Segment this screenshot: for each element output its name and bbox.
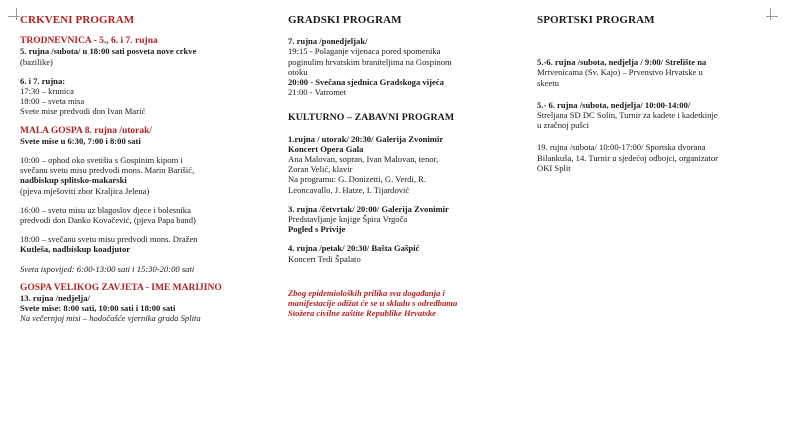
ten-oclock-block: [20, 155, 265, 196]
triduum-line-1: 5. rujna /subota/ u 18:00 sati posveta nove crkve: [20, 46, 197, 57]
sports-event-1-line-2: Mrtvenicama (Sv. Kajo) – Prvenstvo Hrvatske u: [537, 67, 703, 78]
sports-event-2: [537, 100, 769, 131]
crop-mark-top-left: [8, 8, 20, 20]
city-program-line-4: 20:00 - Svečana sjednica Gradskoga vijeća: [288, 77, 444, 88]
sports-program-column: [537, 15, 769, 182]
culture-event-1-line-4: Zoran Velić, klavir: [288, 164, 353, 175]
church-program-title: CRKVENI PROGRAM: [20, 14, 135, 26]
culture-event-1-line-5: Na programu: G. Donizetti, G. Verdi, R.: [288, 174, 427, 185]
ten-oclock-line-3: nadbiskup splitsko-makarski: [20, 175, 127, 186]
sports-event-1: [537, 57, 769, 88]
epidemiological-note-line-3: Stožera civilne zaštite Republike Hrvatske: [288, 308, 436, 319]
sept-6-7-line-2: 18:00 – sveta misa: [20, 96, 85, 107]
sports-event-3-line-1: 19. rujna /subota/ 10:00-17:00/ Sportska dvorana: [537, 142, 706, 153]
culture-event-2-line-1: 3. rujna /četvrtak/ 20:00/ Galerija Zvonimir: [288, 203, 449, 214]
sports-event-2-line-2: Streljana SD DC Solin, Turnir za kadete i kadetkinje: [537, 110, 718, 121]
culture-event-3-line-1: 4. rujna /petak/ 20:30/ Bašta Gašpić: [288, 243, 420, 254]
gospa-velikog-zavjeta-heading: GOSPA VELIKOG ZAVJETA - IME MARIJINO: [20, 282, 222, 293]
culture-event-1-line-2: Koncert Opera Gala: [288, 143, 364, 154]
city-program-line-5: 21:00 - Vatromet: [288, 87, 347, 98]
culture-event-2: [288, 204, 514, 235]
sports-program-title: SPORTSKI PROGRAM: [537, 14, 655, 26]
gospa-velikog-zavjeta-block: [20, 283, 265, 324]
sports-event-1-line-3: skeetu: [537, 77, 559, 88]
eighteen-oclock-line-1: 18:00 – svečanu svetu misu predvodi mons. Dražen: [20, 234, 198, 245]
culture-event-2-line-2: Predstavljanje knjige Špira Vrgoča: [288, 214, 408, 225]
culture-program-title: KULTURNO – ZABAVNI PROGRAM: [288, 112, 455, 124]
gospa-velikog-zavjeta-date: 13. rujna /nedjelja/: [20, 293, 90, 304]
sixteen-oclock-block: [20, 205, 265, 225]
culture-event-1-line-6: Leoncavallo, J. Hatze, I. Tijardović: [288, 184, 410, 195]
triduum-heading: TRODNEVNICA - 5., 6. i 7. rujna: [20, 36, 158, 47]
sept-6-7-line-1: 17:30 – krunica: [20, 86, 74, 97]
city-program-date: 7. rujna /ponedjeljak/: [288, 36, 368, 47]
city-culture-column: [288, 15, 514, 327]
epidemiological-note-line-2: manifestacije odižat će se u skladu s odredbama: [288, 298, 458, 309]
city-program-block: [288, 36, 514, 97]
gospa-velikog-zavjeta-pilgrimage: Na večernjoj misi – hodočašće vjernika grada Splita: [20, 313, 201, 324]
sports-event-1-line-1: 5.-6. rujna /subota, nedjelja / 9:00/ Strelište na: [537, 57, 707, 68]
culture-event-1-line-3: Ana Malovan, sopran, Ivan Malovan, tenor,: [288, 154, 439, 165]
city-program-line-3: otoku: [288, 66, 308, 77]
culture-event-3: [288, 243, 514, 263]
eighteen-oclock-line-2: Kutleša, nadbiskup koadjutor: [20, 244, 131, 255]
epidemiological-note-line-1: Zbog epidemioloških prilika sva događanja i: [288, 287, 445, 298]
culture-event-1-line-1: 1.rujna / utorak/ 20:30/ Galerija Zvonimir: [288, 133, 444, 144]
gospa-velikog-zavjeta-masses: Svete mise: 8:00 sati, 10:00 sati i 18:00 sati: [20, 303, 176, 314]
mala-gospa-masses: Svete mise u 6:30, 7:00 i 8:00 sati: [20, 135, 141, 146]
triduum-line-2: (bazilike): [20, 56, 53, 67]
confession-times: Sveta ispovijed: 6:00-13:00 sati i 15:30-20:00 sati: [20, 263, 195, 274]
ten-oclock-line-2: svečanu svetu misu predvodi mons. Marin Barišić,: [20, 165, 195, 176]
ten-oclock-line-4: (pjeva mješoviti zbor Kraljica Jelena): [20, 185, 150, 196]
triduum-block: [20, 36, 265, 67]
confession-block: [20, 264, 265, 274]
sports-event-3-line-3: OKI Split: [537, 162, 571, 173]
church-program-column: [20, 15, 265, 333]
culture-event-1: [288, 134, 514, 195]
sports-event-2-line-1: 5.- 6. rujna /subota, nedjelja/ 10:00-14:00/: [537, 99, 691, 110]
sixteen-oclock-line-2: predvodi don Danko Kovačević, (pjeva Papa band): [20, 215, 196, 226]
sports-event-2-line-3: u zračnoj pušci: [537, 120, 590, 131]
culture-event-3-line-2: Koncert Tedi Špalato: [288, 253, 361, 264]
culture-event-2-line-3: Pogled s Privije: [288, 224, 346, 235]
epidemiological-note: [288, 288, 514, 319]
sept-6-7-line-3: Svete mise predvodi don Ivan Marić: [20, 106, 146, 117]
city-program-line-2: poginulim hrvatskim braniteljima na Gospinom: [288, 56, 452, 67]
city-program-line-1: 19:15 - Polaganje vijenaca pored spomenika: [288, 46, 441, 57]
sports-event-3-line-2: Bilankuša, 14. Turnir u sjedećoj odbojci, organizator: [537, 152, 719, 163]
sixteen-oclock-line-1: 16:00 – svetu misu uz blagoslov djece i bolesnika: [20, 204, 191, 215]
mala-gospa-block: [20, 126, 265, 146]
mala-gospa-heading: MALA GOSPA 8. rujna /utorak/: [20, 125, 153, 136]
city-program-title: GRADSKI PROGRAM: [288, 14, 402, 26]
sept-6-7-heading: 6. i 7. rujna:: [20, 75, 66, 86]
sports-event-3: [537, 142, 769, 173]
sept-6-7-block: [20, 76, 265, 117]
ten-oclock-line-1: 10:00 – ophod oko svetišta s Gospinim kipom i: [20, 155, 183, 166]
eighteen-oclock-block: [20, 234, 265, 254]
